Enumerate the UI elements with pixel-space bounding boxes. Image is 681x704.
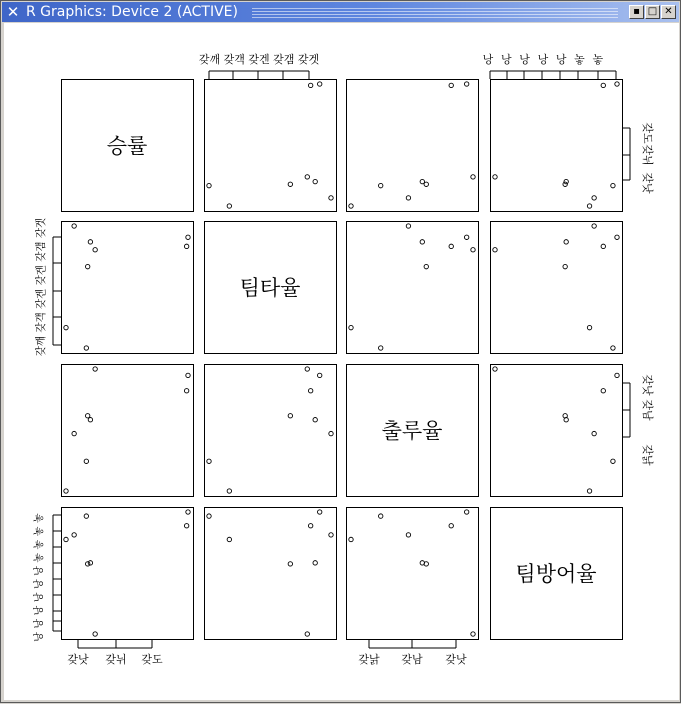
point-1-0-2 — [72, 224, 76, 228]
tick-label-bottom-출루율-0: 갖낡 — [358, 653, 380, 666]
point-0-2-4 — [420, 179, 424, 183]
plot-area — [4, 23, 679, 700]
tick-label-top-팀방어율-2: 낭 — [519, 53, 530, 66]
point-3-0-3 — [93, 632, 97, 636]
tick-label-right-승률-2: 갖낫 — [641, 172, 654, 194]
x-close-icon[interactable]: ✕ — [6, 3, 20, 21]
tick-label-left-팀방어율-5: 낭 — [34, 566, 45, 576]
point-3-2-2 — [406, 533, 410, 537]
tick-label-left-팀방어율-6: 놓 — [34, 552, 45, 563]
point-3-1-1 — [207, 514, 211, 518]
point-1-2-2 — [406, 224, 410, 228]
point-0-1-4 — [313, 179, 317, 183]
tick-label-right-승률-1: 갖뉘 — [641, 144, 654, 166]
point-1-0-5 — [184, 244, 188, 248]
point-3-0-2 — [72, 533, 76, 537]
point-1-3-3 — [493, 248, 497, 252]
point-3-0-5 — [184, 524, 188, 528]
point-0-3-3 — [493, 175, 497, 179]
panel-1-0 — [62, 222, 194, 354]
panel-0-2 — [347, 80, 479, 212]
panel-2-3 — [491, 365, 623, 497]
minimize-button[interactable] — [629, 5, 644, 19]
point-2-1-7 — [318, 373, 322, 377]
point-3-1-5 — [308, 524, 312, 528]
tick-label-left-팀방어율-0: 낭 — [34, 632, 45, 642]
point-0-1-7 — [318, 82, 322, 86]
point-2-3-0 — [587, 489, 591, 493]
point-0-2-7 — [464, 82, 468, 86]
point-3-2-0 — [349, 537, 353, 541]
tick-label-top-팀방어율-3: 낭 — [537, 53, 549, 66]
point-2-1-3 — [305, 367, 309, 371]
tick-label-top-팀방어율-4: 낭 — [555, 53, 567, 66]
point-2-1-1 — [207, 459, 211, 463]
point-2-3-3 — [493, 367, 497, 371]
point-2-3-1 — [611, 459, 615, 463]
close-icon: ✕ — [664, 6, 673, 17]
point-2-3-2 — [592, 431, 596, 435]
tick-label-bottom-승률-2: 갖도 — [141, 653, 163, 666]
point-3-2-7 — [464, 510, 468, 514]
tick-label-bottom-출루율-1: 갖남 — [401, 653, 423, 666]
panel-2-1 — [205, 365, 337, 497]
point-0-1-2 — [329, 196, 333, 200]
point-3-2-3 — [471, 632, 475, 636]
point-3-1-6 — [288, 562, 292, 566]
tick-labels-top-팀타율: 갖깨 갖객 갖겐 갖갬 갖겟 — [198, 53, 320, 66]
tick-label-right-출루율-0: 갖낫 — [641, 374, 654, 396]
minimize-icon: ▪ — [633, 6, 640, 17]
point-2-3-7 — [615, 373, 619, 377]
point-0-2-2 — [406, 196, 410, 200]
window-title: R Graphics: Device 2 (ACTIVE) — [26, 4, 238, 20]
panel-1-3 — [491, 222, 623, 354]
point-0-1-0 — [227, 204, 231, 208]
maximize-button[interactable] — [645, 5, 660, 19]
tick-label-right-출루율-1: 갖남 — [641, 399, 654, 421]
point-1-0-4 — [88, 240, 92, 244]
point-3-1-3 — [305, 632, 309, 636]
tick-label-top-팀방어율-1: 낭 — [500, 53, 512, 66]
tick-label-right-출루율-2: 갖낡 — [641, 444, 654, 466]
tick-label-top-팀방어율-5: 놓 — [574, 53, 585, 66]
panel-0-3 — [491, 80, 623, 212]
diagonal-label-0: 승률 — [106, 134, 148, 158]
point-0-3-5 — [601, 83, 605, 87]
point-1-0-3 — [93, 248, 97, 252]
point-0-3-4 — [564, 179, 568, 183]
title-bar[interactable] — [2, 2, 679, 22]
tick-label-left-팀방어율-8: 놓 — [34, 526, 45, 537]
point-1-0-0 — [64, 325, 68, 329]
point-0-3-6 — [563, 182, 567, 186]
tick-label-top-팀방어율-6: 놓 — [592, 53, 604, 66]
point-3-1-2 — [329, 533, 333, 537]
point-1-2-0 — [349, 325, 353, 329]
point-2-0-4 — [88, 418, 92, 422]
point-1-3-7 — [615, 235, 619, 239]
point-3-2-1 — [379, 514, 383, 518]
point-1-2-6 — [424, 264, 428, 268]
point-2-3-5 — [601, 389, 605, 393]
point-1-3-1 — [611, 346, 615, 350]
point-0-2-3 — [471, 175, 475, 179]
panel-3-2 — [347, 508, 479, 640]
panel-3-1 — [205, 508, 337, 640]
point-2-1-2 — [329, 431, 333, 435]
tick-label-bottom-승률-0: 갖낫 — [67, 653, 89, 666]
point-1-2-5 — [449, 244, 453, 248]
point-2-1-4 — [313, 418, 317, 422]
close-button[interactable] — [661, 5, 676, 19]
point-3-1-0 — [227, 537, 231, 541]
panel-2-0 — [62, 365, 194, 497]
diagonal-label-3: 팀방어율 — [515, 562, 597, 586]
point-1-3-4 — [564, 240, 568, 244]
point-2-1-6 — [288, 414, 292, 418]
point-2-1-5 — [308, 389, 312, 393]
point-3-1-7 — [318, 510, 322, 514]
point-1-0-7 — [186, 235, 190, 239]
tick-label-left-팀방어율-4: 낭 — [34, 579, 45, 590]
tick-label-left-팀방어율-2: 낭 — [34, 605, 45, 616]
point-0-1-3 — [305, 175, 309, 179]
point-1-2-4 — [420, 240, 424, 244]
point-1-3-5 — [601, 244, 605, 248]
panel-1-2 — [347, 222, 479, 354]
point-0-3-0 — [587, 204, 591, 208]
diagonal-label-2: 출루율 — [381, 419, 443, 443]
tick-labels-left-팀타율: 갖깨 갖객 갖겐 갖겐 갖갬 갖겟 — [35, 217, 47, 357]
point-0-1-1 — [207, 183, 211, 187]
point-1-3-0 — [587, 325, 591, 329]
point-0-3-2 — [592, 196, 596, 200]
scatter-matrix — [4, 23, 679, 700]
panel-3-0 — [62, 508, 194, 640]
point-1-2-1 — [379, 346, 383, 350]
point-0-1-5 — [308, 83, 312, 87]
point-1-0-1 — [84, 346, 88, 350]
tick-label-bottom-출루율-2: 갖낫 — [445, 653, 467, 666]
point-2-0-6 — [85, 414, 89, 418]
tick-label-left-팀방어율-3: 낭 — [34, 592, 45, 603]
maximize-icon: □ — [647, 6, 658, 17]
point-0-3-7 — [615, 82, 619, 86]
point-1-0-6 — [85, 264, 89, 268]
point-2-0-0 — [64, 489, 68, 493]
point-1-2-7 — [464, 235, 468, 239]
point-0-2-5 — [449, 83, 453, 87]
point-0-2-1 — [379, 183, 383, 187]
point-3-0-1 — [84, 514, 88, 518]
point-3-2-5 — [449, 524, 453, 528]
panel-0-1 — [205, 80, 337, 212]
point-0-1-6 — [288, 182, 292, 186]
point-0-3-1 — [611, 183, 615, 187]
point-2-0-3 — [93, 367, 97, 371]
point-2-0-5 — [184, 389, 188, 393]
diagonal-label-1: 팀타율 — [239, 276, 301, 300]
tick-label-left-팀방어율-9: 놓 — [34, 513, 45, 524]
point-1-3-2 — [592, 224, 596, 228]
point-2-0-1 — [84, 459, 88, 463]
tick-label-top-팀방어율-0: 낭 — [482, 53, 494, 66]
point-3-1-4 — [313, 561, 317, 565]
point-0-2-6 — [424, 182, 428, 186]
tick-label-left-팀방어율-7: 놓 — [34, 539, 45, 550]
point-1-3-6 — [563, 264, 567, 268]
tick-label-right-승률-0: 갖도 — [641, 122, 654, 144]
point-3-0-0 — [64, 537, 68, 541]
point-0-2-0 — [349, 204, 353, 208]
point-3-0-4 — [88, 561, 92, 565]
point-3-0-6 — [85, 562, 89, 566]
tick-label-left-팀방어율-1: 낭 — [34, 618, 45, 629]
point-1-2-3 — [471, 248, 475, 252]
tick-label-bottom-승률-1: 갖뉘 — [105, 653, 127, 666]
point-2-0-7 — [186, 373, 190, 377]
title-bar-pattern — [252, 6, 618, 18]
point-2-1-0 — [227, 489, 231, 493]
point-3-0-7 — [186, 510, 190, 514]
point-2-0-2 — [72, 431, 76, 435]
